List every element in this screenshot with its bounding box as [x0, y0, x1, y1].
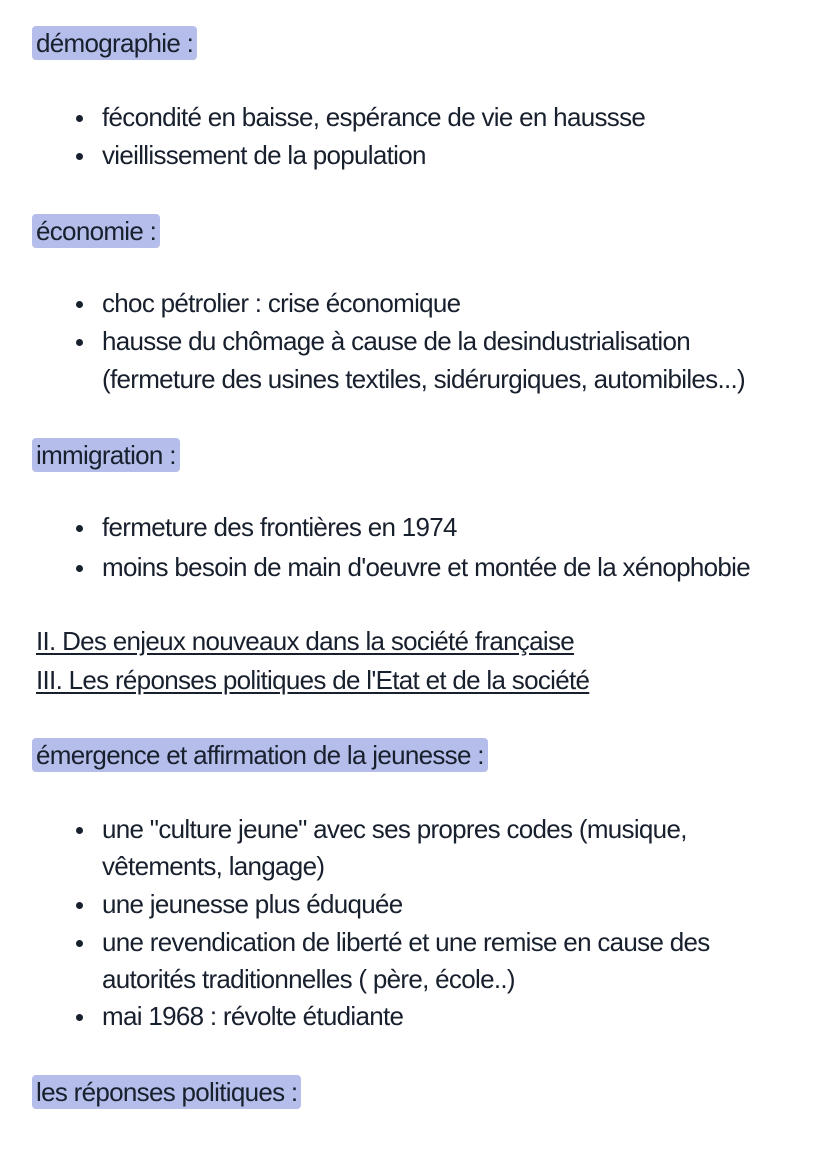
list-item: une "culture jeune" avec ses propres codes (musique, [102, 814, 687, 844]
list-item-continuation: autorités traditionnelles ( père, école..) [102, 964, 515, 994]
list-item: vieillissement de la population [102, 140, 426, 170]
list-item-continuation: (fermeture des usines textiles, sidérurgiques, automibiles...) [102, 364, 746, 394]
list-item-continuation: vêtements, langage) [102, 851, 325, 881]
list-item: hausse du chômage à cause de la desindustrialisation [102, 326, 691, 356]
list-item: mai 1968 : révolte étudiante [102, 1001, 404, 1031]
heading-demographie: démographie : [32, 26, 197, 60]
list-item: fécondité en baisse, espérance de vie en haussse [102, 102, 646, 132]
heading-economie: économie : [32, 214, 160, 248]
heading-reponses-politiques: les réponses politiques : [32, 1075, 301, 1109]
section-title-2: II. Des enjeux nouveaux dans la société française [36, 626, 575, 656]
list-item: une jeunesse plus éduquée [102, 889, 403, 919]
list-item: fermeture des frontières en 1974 [102, 512, 457, 542]
list-item: choc pétrolier : crise économique [102, 288, 461, 318]
heading-jeunesse: émergence et affirmation de la jeunesse : [32, 738, 488, 772]
section-title-3: III. Les réponses politiques de l'Etat et de la société [36, 665, 590, 695]
list-item: une revendication de liberté et une remise en cause des [102, 927, 710, 957]
heading-immigration: immigration : [32, 438, 180, 472]
list-item: moins besoin de main d'oeuvre et montée de la xénophobie [102, 552, 750, 582]
